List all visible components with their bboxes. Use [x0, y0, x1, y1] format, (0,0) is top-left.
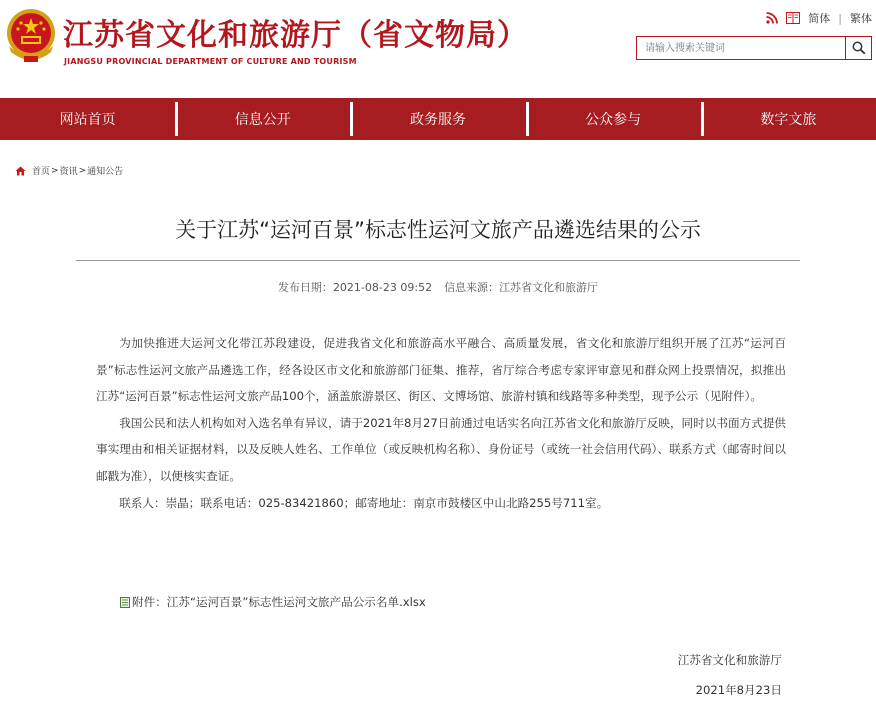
top-links [766, 10, 872, 26]
site-subtitle: JIANGSU PROVINCIAL DEPARTMENT OF CULTURE AND TOURISM [64, 57, 357, 66]
article-title: 关于江苏“运河百景”标志性运河文旅产品遴选结果的公示 [175, 218, 701, 242]
link-separator: | [838, 11, 842, 25]
rss-icon[interactable] [766, 12, 778, 24]
attachment-label: 附件： [132, 595, 167, 609]
nav-item-digital-tourism[interactable]: 数字文旅 [701, 98, 876, 140]
national-emblem-icon [4, 6, 58, 64]
home-icon [15, 166, 26, 176]
book-icon[interactable] [786, 12, 800, 24]
traditional-chinese-link[interactable]: 繁体 [850, 12, 872, 25]
nav-item-info-disclosure[interactable]: 信息公开 [175, 98, 350, 140]
signature-date: 2021年8月23日 [695, 683, 782, 697]
search-button[interactable] [845, 37, 871, 59]
nav-item-public-participation[interactable]: 公众参与 [526, 98, 701, 140]
breadcrumb-news[interactable]: 资讯 [59, 167, 78, 177]
breadcrumb [15, 164, 123, 177]
source-label: 信息来源： [444, 281, 500, 294]
nav-item-government-services[interactable]: 政务服务 [350, 98, 525, 140]
article-meta [76, 279, 800, 295]
search-input[interactable] [637, 37, 845, 59]
article-body [96, 330, 786, 516]
date-label: 发布日期： [277, 281, 333, 294]
main-nav [0, 98, 876, 140]
site-header [0, 0, 876, 98]
simplified-chinese-link[interactable]: 简体 [808, 12, 831, 25]
attachment [120, 594, 426, 610]
title-divider [76, 260, 800, 261]
publish-date: 2021-08-23 09:52 [332, 281, 433, 294]
signature-organization: 江苏省文化和旅游厅 [677, 653, 782, 667]
nav-item-home[interactable]: 网站首页 [59, 112, 116, 128]
search-box [636, 36, 872, 60]
article-source: 江苏省文化和旅游厅 [499, 281, 599, 294]
search-icon [852, 41, 866, 55]
breadcrumb-separator: > [78, 165, 87, 176]
paragraph: 我国公民和法人机构如对入选名单有异议，请于2021年8月27日前通过电话实名向江苏省文化和旅游厅反映，同时以书面方式提供事实理由和相关证据材料，以及反映人姓名、工作单位（或反映机构名称）、身份证号（或统一社会信用代码）、联系方式（邮寄时间以邮戳为准），以便核实查证。 [96, 415, 786, 483]
breadcrumb-home[interactable]: 首页 [32, 167, 51, 177]
contact-paragraph: 联系人：崇晶；联系电话：025-83421860；邮寄地址：南京市鼓楼区中山北路255号711室。 [119, 495, 609, 510]
excel-file-icon [120, 597, 130, 608]
attachment-link[interactable]: 江苏“运河百景”标志性运河文旅产品公示名单.xlsx [166, 595, 426, 609]
paragraph: 为加快推进大运河文化带江苏段建设，促进我省文化和旅游高水平融合、高质量发展，省文化和旅游厅组织开展了江苏“运河百景”标志性运河文旅产品遴选工作，经各设区市文化和旅游部门征集、推荐，省厅综合考虑专家评审意见和群众网上投票情况，拟推出江苏“运河百景”标志性运河文旅产品100个，涵盖旅游景区、街区、文博场馆、旅游村镇和线路等多种类型，现予公示（见附件）。 [96, 336, 786, 404]
site-title: 江苏省文化和旅游厅（省文物局） [63, 18, 528, 53]
breadcrumb-notices[interactable]: 通知公告 [87, 167, 124, 177]
breadcrumb-separator: > [51, 165, 59, 176]
